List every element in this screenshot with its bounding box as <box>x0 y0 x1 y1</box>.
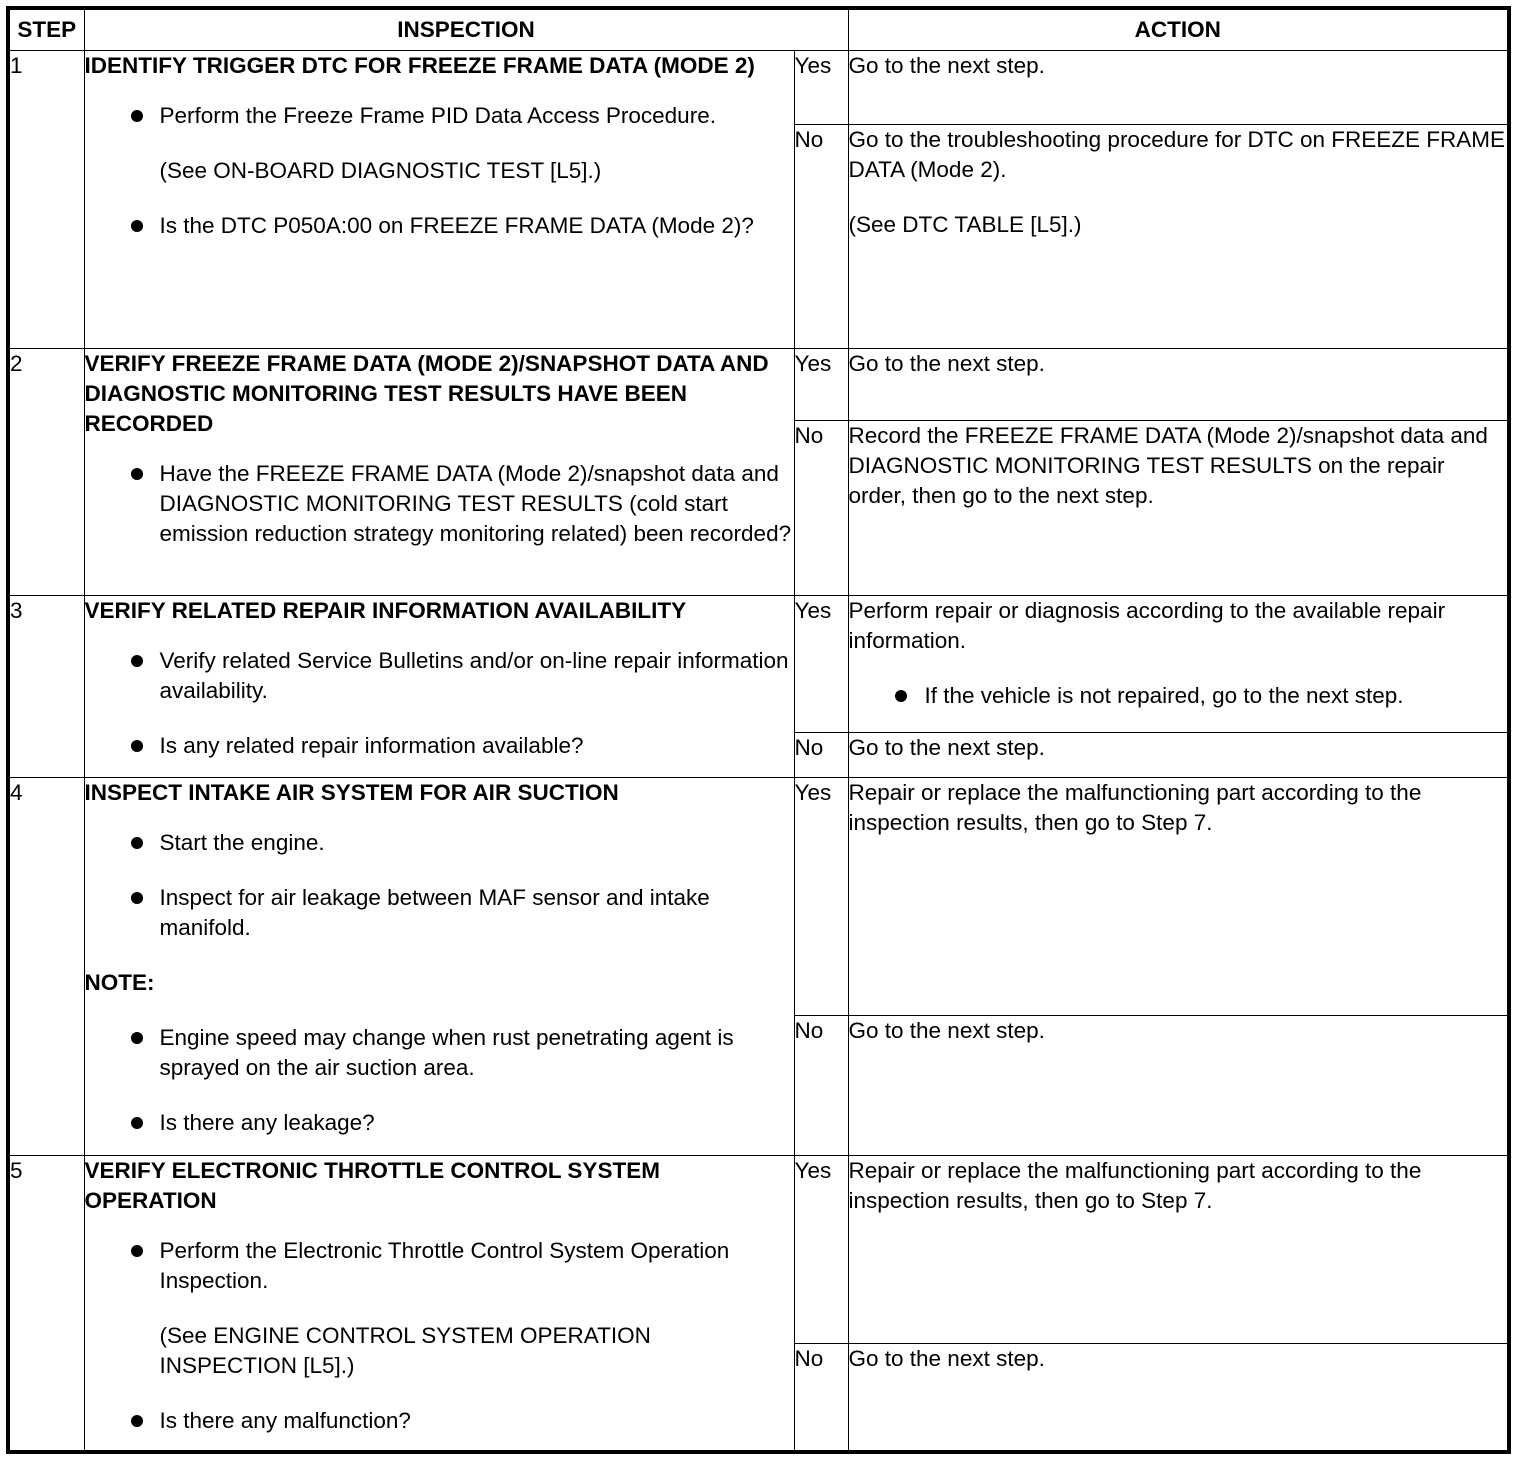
action-column-header: ACTION <box>848 8 1509 51</box>
reference-text: (See ON-BOARD DIAGNOSTIC TEST [L5].) <box>159 158 602 183</box>
bullet-item <box>85 1236 794 1381</box>
yes-action-cell <box>848 596 1509 733</box>
bullet-text: Start the engine. <box>159 830 325 855</box>
inspection-bullets <box>85 459 794 549</box>
yes-action: Perform repair or diagnosis according to the available repair information. <box>848 598 1446 653</box>
bullet-text: Is the DTC P050A:00 on FREEZE FRAME DATA (Mode 2)? <box>159 213 754 238</box>
bullet-text: Have the FREEZE FRAME DATA (Mode 2)/snapshot data and DIAGNOSTIC MONITORING TEST RESULTS (cold start emission reduction strategy monitoring related) been recorded? <box>159 461 792 546</box>
diagnostic-procedure-table <box>6 6 1511 1454</box>
step-heading: VERIFY FREEZE FRAME DATA (MODE 2)/SNAPSHOT DATA AND DIAGNOSTIC MONITORING TEST RESULTS HAVE BEEN RECORDED <box>84 351 769 436</box>
step-row <box>8 596 1509 733</box>
inspection-cell <box>84 1156 794 1452</box>
step-number: 3 <box>8 596 84 778</box>
bullet-item <box>85 1023 794 1083</box>
inspection-cell <box>84 596 794 778</box>
yes-label: Yes <box>794 778 848 1016</box>
yes-action-bullets <box>849 681 1508 711</box>
step-row <box>8 349 1509 421</box>
step-heading: INSPECT INTAKE AIR SYSTEM FOR AIR SUCTION <box>84 780 619 805</box>
step-row <box>8 51 1509 125</box>
yes-label: Yes <box>794 51 848 125</box>
bullet-text: Engine speed may change when rust penetrating agent is sprayed on the air suction area. <box>159 1025 734 1080</box>
bullet-text: Verify related Service Bulletins and/or on-line repair information availability. <box>159 648 789 703</box>
no-action: Record the FREEZE FRAME DATA (Mode 2)/snapshot data and DIAGNOSTIC MONITORING TEST RESULTS on the repair order, then go to the next step. <box>848 421 1509 596</box>
bullet-item <box>85 646 794 706</box>
step-heading: VERIFY ELECTRONIC THROTTLE CONTROL SYSTEM OPERATION <box>84 1158 660 1213</box>
no-label: No <box>794 125 848 349</box>
bullet-text: Inspect for air leakage between MAF sensor and intake manifold. <box>159 885 710 940</box>
header-row <box>8 8 1509 51</box>
bullet-item: If the vehicle is not repaired, go to the next step. <box>849 681 1508 711</box>
bullet-item <box>85 1108 794 1138</box>
bullet-item <box>85 101 794 186</box>
no-label: No <box>794 421 848 596</box>
step-heading: VERIFY RELATED REPAIR INFORMATION AVAILABILITY <box>84 598 687 623</box>
no-label: No <box>794 1016 848 1156</box>
yes-action: Repair or replace the malfunctioning part according to the inspection results, then go to Step 7. <box>848 778 1509 1016</box>
step-row <box>8 778 1509 1016</box>
inspection-bullets <box>85 646 794 761</box>
no-action-cell <box>848 125 1509 349</box>
inspection-bullets <box>85 828 794 943</box>
bullet-item <box>85 883 794 943</box>
yes-label: Yes <box>794 1156 848 1344</box>
no-action: Go to the next step. <box>848 733 1509 778</box>
inspection-bullets <box>85 1236 794 1436</box>
bullet-text: Perform the Electronic Throttle Control System Operation Inspection. <box>159 1238 730 1293</box>
bullet-item <box>85 1406 794 1436</box>
no-label: No <box>794 733 848 778</box>
step-number: 2 <box>8 349 84 596</box>
inspection-cell <box>84 349 794 596</box>
bullet-text: Is there any leakage? <box>159 1110 375 1135</box>
step-column-header: STEP <box>8 8 84 51</box>
bullet-text: Perform the Freeze Frame PID Data Access Procedure. <box>159 103 716 128</box>
yes-label: Yes <box>794 596 848 733</box>
step-row <box>8 1156 1509 1344</box>
bullet-item <box>85 459 794 549</box>
no-action: Go to the next step. <box>848 1016 1509 1156</box>
note-label: NOTE: <box>84 970 155 995</box>
bullet-item <box>85 828 794 858</box>
step-number: 5 <box>8 1156 84 1452</box>
yes-action: Go to the next step. <box>848 51 1509 125</box>
bullet-item <box>85 731 794 761</box>
inspection-cell <box>84 778 794 1156</box>
no-action-reference: (See DTC TABLE [L5].) <box>848 212 1082 237</box>
note-bullets <box>85 1023 794 1138</box>
inspection-bullets <box>85 101 794 241</box>
inspection-column-header: INSPECTION <box>84 8 848 51</box>
yes-label: Yes <box>794 349 848 421</box>
no-label: No <box>794 1344 848 1452</box>
bullet-item <box>85 211 794 241</box>
inspection-cell <box>84 51 794 349</box>
yes-action: Repair or replace the malfunctioning part according to the inspection results, then go to Step 7. <box>848 1156 1509 1344</box>
no-action: Go to the next step. <box>848 1344 1509 1452</box>
yes-action: Go to the next step. <box>848 349 1509 421</box>
step-number: 4 <box>8 778 84 1156</box>
bullet-text: Is any related repair information available? <box>159 733 584 758</box>
no-action: Go to the troubleshooting procedure for DTC on FREEZE FRAME DATA (Mode 2). <box>848 127 1506 182</box>
bullet-text: Is there any malfunction? <box>159 1408 411 1433</box>
step-heading: IDENTIFY TRIGGER DTC FOR FREEZE FRAME DATA (MODE 2) <box>84 53 755 78</box>
step-number: 1 <box>8 51 84 349</box>
reference-text: (See ENGINE CONTROL SYSTEM OPERATION INSPECTION [L5].) <box>159 1323 651 1378</box>
